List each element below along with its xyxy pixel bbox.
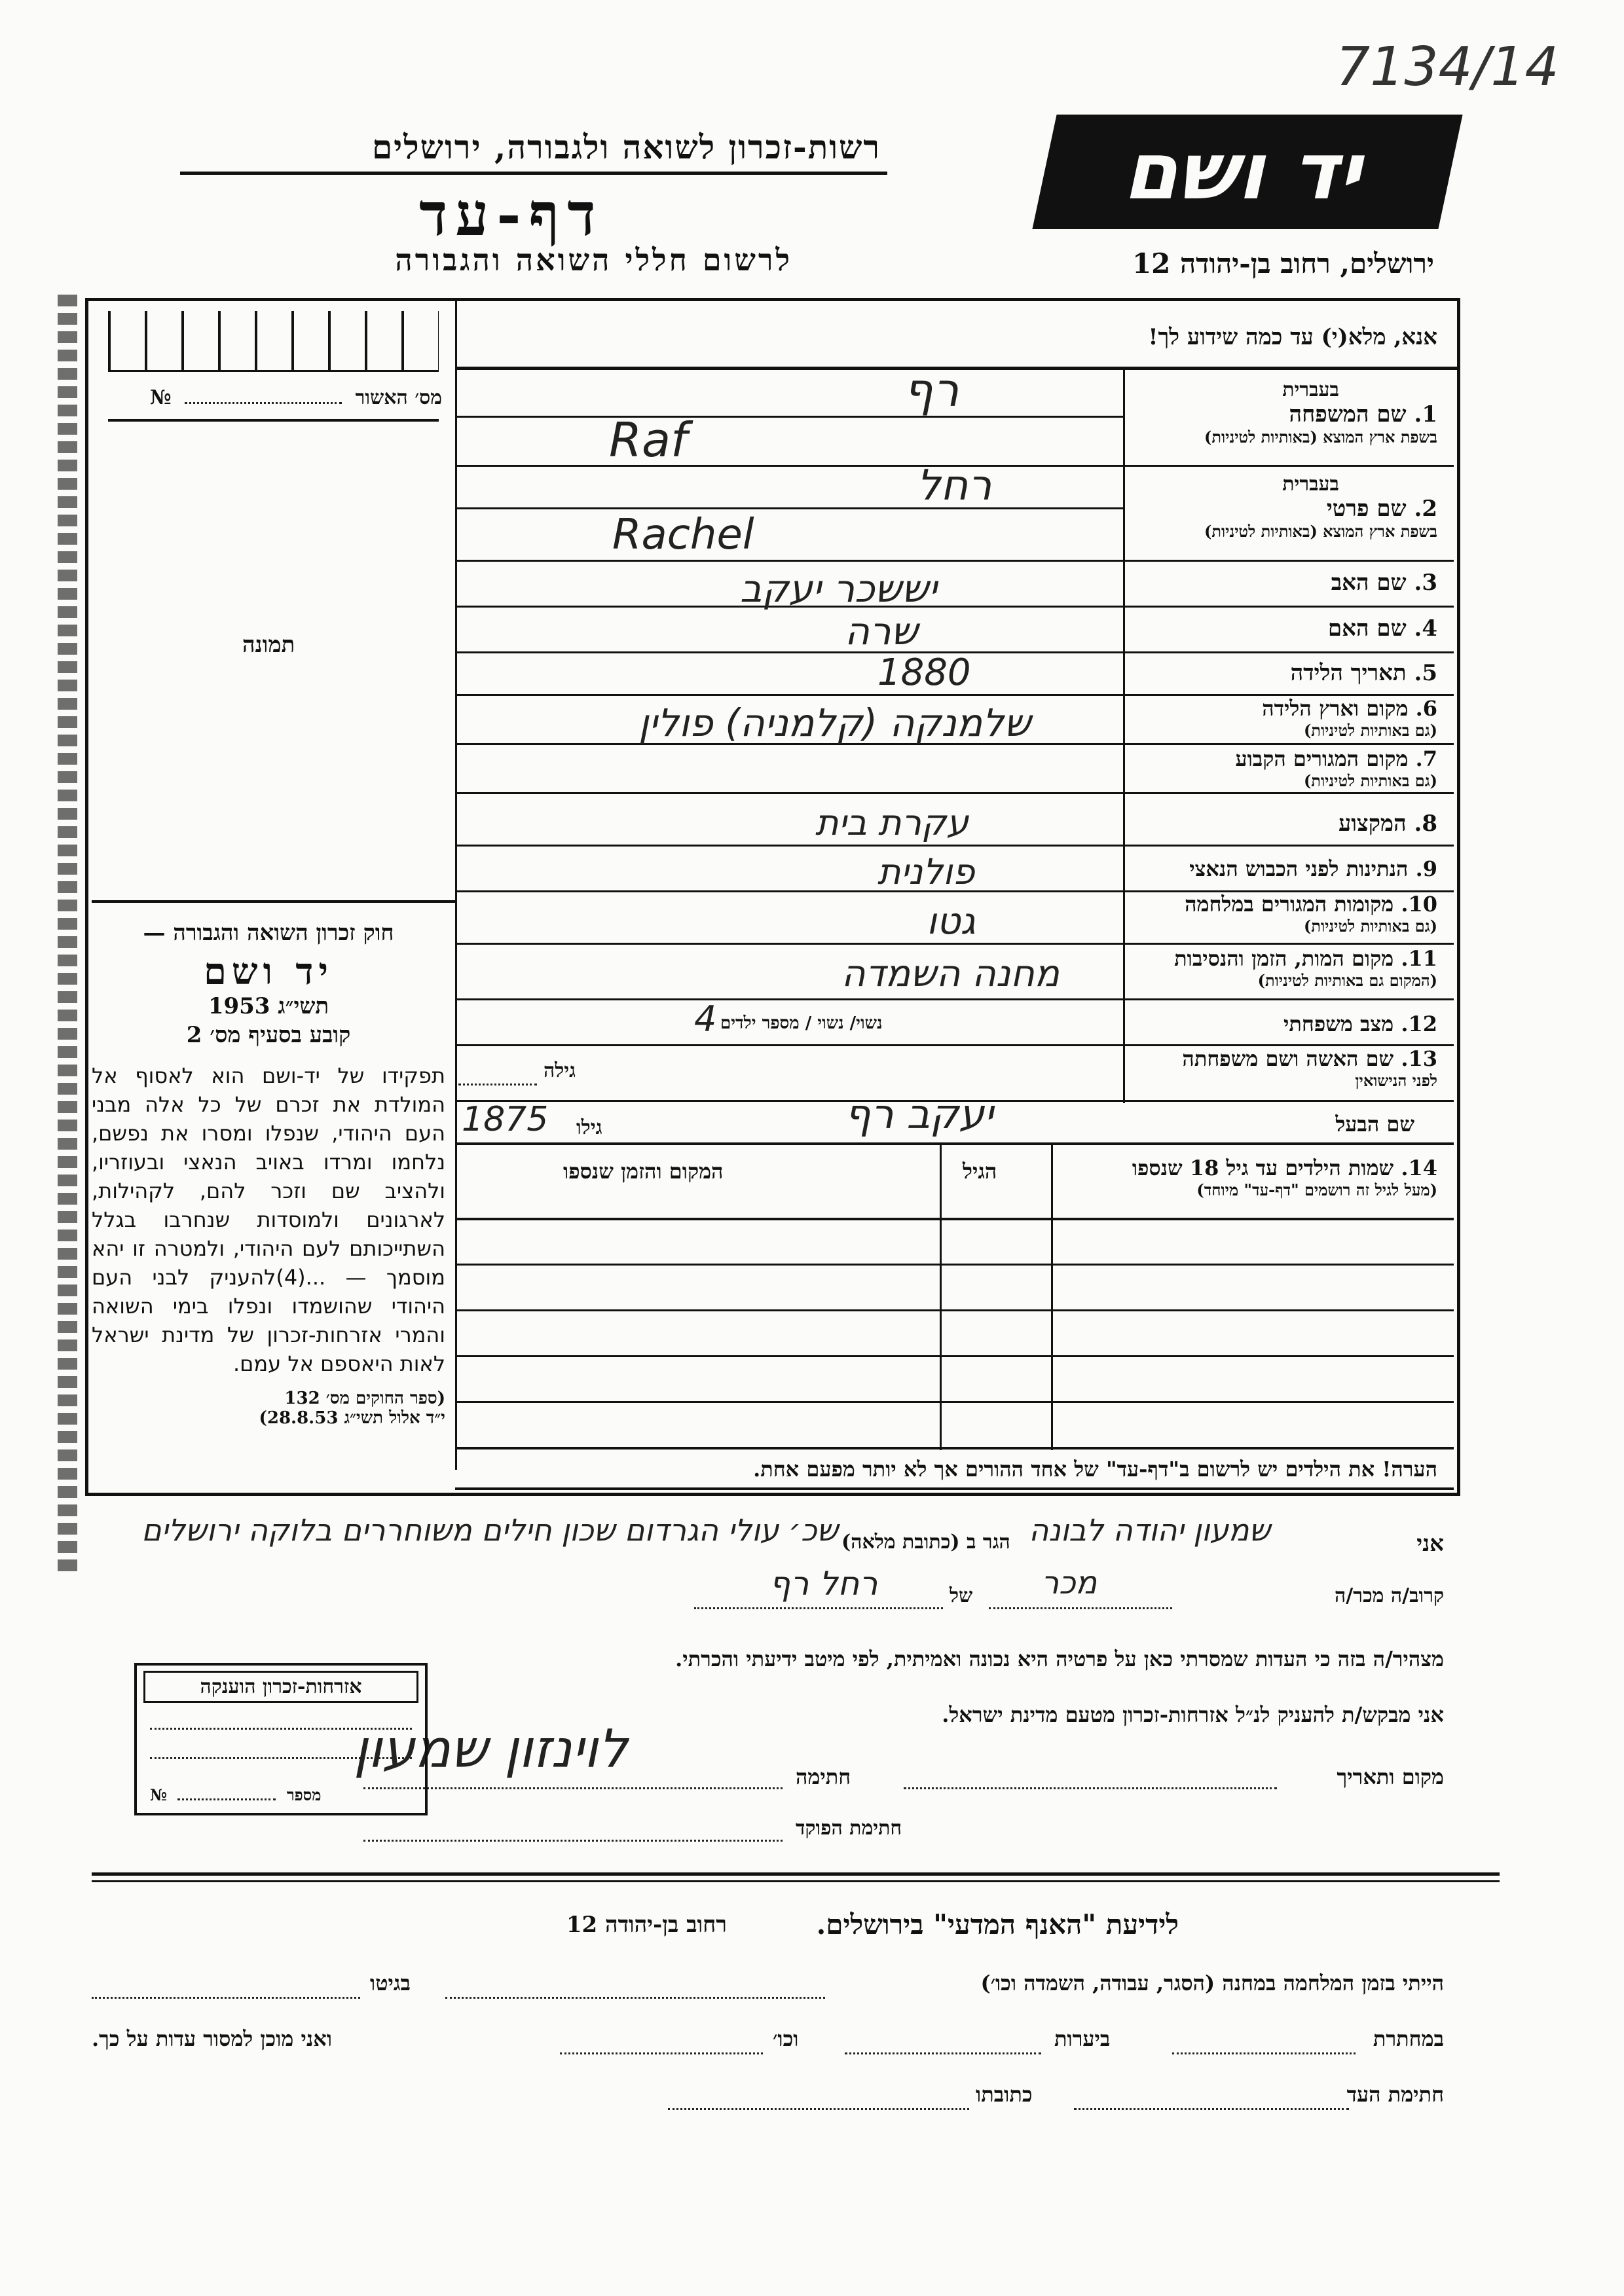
field-3-num: 3. <box>1414 570 1437 596</box>
intro-text: אנא, מלא(י) עד כמה שידוע לך! <box>1148 324 1437 350</box>
field-5-value[interactable]: 1880 <box>877 651 971 694</box>
row8-bottom-line <box>455 845 1454 847</box>
bottom-line2b: ביערות <box>1054 2026 1111 2051</box>
field-12-children-count[interactable]: 4 <box>694 998 717 1040</box>
decl-relation[interactable]: מכר <box>1041 1565 1098 1601</box>
row2-bottom-line <box>455 560 1454 562</box>
field-1-sub-he: בעברית <box>1282 378 1339 401</box>
decl-signature-value[interactable]: לוינזון שמעון <box>354 1719 628 1779</box>
children-sub: (מעל לגיל זה רושמים "דף-עד" מיוחד) <box>1196 1180 1437 1199</box>
decl-relation-line <box>989 1607 1172 1609</box>
approval-line <box>108 419 439 422</box>
field-13-label <box>1182 1046 1437 1091</box>
decl-signature-label: חתימה <box>796 1764 851 1789</box>
place-date-line[interactable] <box>904 1787 1277 1789</box>
decl-address[interactable]: שכ׳ עולי הגרדום שכון חילים משוחררים בלוקה ירושלים <box>141 1512 838 1548</box>
bottom-underground-line[interactable] <box>1172 2052 1356 2054</box>
bottom-line3b: כתובתו <box>976 2082 1033 2107</box>
row11-bottom-line <box>455 998 1454 1000</box>
field-5-num: 5. <box>1414 660 1437 686</box>
husband-age-value[interactable]: 1875 <box>462 1100 549 1139</box>
field-10-label <box>1185 892 1437 936</box>
field-6-value[interactable]: שלמנקה (קלמניה) פולין <box>638 701 1031 745</box>
tally-box <box>108 311 439 372</box>
field-7-sub: (גם באותיות לטיניות) <box>1303 771 1437 790</box>
decl-gar-label: הגר ב (כתובת מלאה) <box>841 1531 1010 1554</box>
bottom-camp-line[interactable] <box>445 1997 825 1999</box>
row-husband-bottom-line <box>455 1142 1454 1145</box>
field-2-label-text: שם פרטי <box>1326 496 1407 522</box>
children-row-line-4 <box>455 1401 1454 1403</box>
org-name: רשות-זכרון לשואה ולגבורה, ירושלים <box>371 128 881 166</box>
field-13-label-text: שם האשה ושם משפחתה <box>1182 1046 1394 1071</box>
field-9-label <box>1189 856 1437 881</box>
approval-no: № <box>150 386 172 409</box>
children-row-line-3 <box>455 1355 1454 1357</box>
citizenship-box-no: № <box>150 1785 168 1804</box>
field-10-sub: (גם באותיות לטיניות) <box>1303 917 1437 936</box>
field-9-num: 9. <box>1415 856 1437 881</box>
field-7-num: 7. <box>1415 746 1437 771</box>
field-1-value-latin[interactable]: Raf <box>609 412 688 467</box>
field-4-num: 4. <box>1414 615 1437 642</box>
field-10-value[interactable]: גטו <box>927 900 976 943</box>
field-1-sub: בשפת ארץ המוצא (באותיות לטיניות) <box>1204 428 1437 446</box>
children-label: שמות הילדים עד גיל 18 שנספו <box>1132 1156 1394 1180</box>
field-1-value-he[interactable]: רף <box>904 363 959 417</box>
field-3-label-text: שם האב <box>1331 570 1407 596</box>
field-8-label-text: המקצוע <box>1338 811 1407 837</box>
field-4-label-text: שם האם <box>1327 615 1407 642</box>
field-8-value[interactable]: עקרת בית <box>815 802 969 843</box>
law-ref-2: י״ד אלול תשי״ג 28.8.53) <box>259 1408 445 1428</box>
yad-vashem-logo <box>1032 115 1462 229</box>
logo-text: יד ושם <box>1118 126 1376 217</box>
field-2-sub-he: בעברית <box>1282 473 1339 496</box>
husband-value[interactable]: יעקב רף <box>845 1090 993 1138</box>
bottom-line1b: בגיטו <box>370 1971 411 1995</box>
field-12-label <box>1283 1011 1437 1036</box>
field-4-label <box>1328 615 1437 642</box>
approval-label-text: מס׳ האשור <box>355 386 442 409</box>
children-col-divider-1 <box>1051 1142 1053 1450</box>
law-year: תשי״ג 1953 <box>208 993 329 1019</box>
field-12-num: 12. <box>1401 1011 1437 1036</box>
note-bottom-line <box>455 1487 1454 1490</box>
field-7-label-text: מקום המגורים הקבוע <box>1235 746 1409 771</box>
decl-request: אני מבקש/ת להעניק לנ״ל אזרחות-זכרון מטעם מדינת ישראל. <box>942 1702 1444 1727</box>
field-11-value[interactable]: מחנה השמדה <box>841 953 1060 995</box>
bottom-ghetto-line[interactable] <box>92 1997 360 1999</box>
decl-official-signature-label: חתימת הפוקד <box>796 1817 902 1840</box>
field-2-label <box>1116 473 1437 541</box>
children-col-place: המקום והזמן שנספו <box>563 1159 724 1184</box>
field-11-sub: (המקום גם באותיות לטיניות) <box>1257 971 1437 990</box>
form-subtitle: לרשום חללי השואה והגבורה <box>395 242 792 278</box>
witness-address-line[interactable] <box>668 2108 969 2110</box>
decl-name[interactable]: שמעון יהודה לבונה <box>1029 1512 1270 1548</box>
field-12-label-text: מצב משפחתי <box>1283 1011 1394 1036</box>
org-underline <box>180 172 887 175</box>
witness-signature-line[interactable] <box>1074 2108 1349 2110</box>
field-13-sub: לפני הנישואין <box>1355 1071 1437 1090</box>
field-6-sub: (גם באותיות לטיניות) <box>1303 721 1437 740</box>
bottom-etc-line[interactable] <box>560 2052 763 2054</box>
bottom-line2c: וכו׳ <box>773 2026 799 2051</box>
field-6-num: 6. <box>1415 696 1437 721</box>
bottom-title: לידיעת "האנף המדעי" בירושלים. <box>816 1908 1179 1941</box>
form-title: דף-עד <box>419 180 604 249</box>
field-9-label-text: הנתינות לפני הכבוש הנאצי <box>1189 856 1409 881</box>
field-10-num: 10. <box>1401 892 1437 917</box>
field-12-value: נשוי/ נשוי / מספר ילדים <box>720 1013 883 1033</box>
row7-bottom-line <box>455 792 1454 794</box>
row10-bottom-line <box>455 943 1454 945</box>
field-8-num: 8. <box>1414 811 1437 837</box>
field-13-value-line[interactable] <box>458 1084 537 1085</box>
decl-of-label: של <box>950 1584 973 1607</box>
archive-number: 7134/14 <box>1336 36 1559 98</box>
field-11-num: 11. <box>1401 946 1437 971</box>
left-panel-divider <box>455 298 457 1470</box>
decl-of-value[interactable]: רחל רף <box>769 1565 878 1603</box>
field-13-extra-label: גילה <box>544 1059 576 1082</box>
law-ref-1: (ספר החוקים מס׳ 132 <box>284 1389 445 1408</box>
children-table-bottom <box>455 1447 1454 1449</box>
husband-label: שם הבעל <box>1335 1112 1414 1137</box>
field-4-value[interactable]: שרה <box>845 609 918 653</box>
field-13-num: 13. <box>1401 1046 1437 1071</box>
bottom-line3a: חתימת העד <box>1346 2082 1444 2107</box>
bottom-address: רחוב בן-יהודה 12 <box>566 1912 727 1938</box>
field-2-value-latin[interactable]: Rachel <box>612 511 754 559</box>
field-8-label <box>1338 811 1437 837</box>
field-7-label <box>1235 746 1437 791</box>
field-1-label <box>1116 378 1437 447</box>
law-section <box>92 920 445 1428</box>
field-6-label <box>1262 696 1437 740</box>
bottom-forests-line[interactable] <box>845 2052 1041 2054</box>
bottom-line2a: במחתרת <box>1373 2026 1444 2051</box>
decl-statement: מצהיר/ה בזה כי העדות שמסרתי כאן על פרטיה היא נכונה ואמיתית, לפי מיטב ידיעתי והכרתי. <box>675 1647 1444 1671</box>
field-9-value[interactable]: פולנית <box>877 851 975 892</box>
field-5-label <box>1291 660 1437 686</box>
citizenship-box <box>134 1663 428 1815</box>
field-2-value-he[interactable]: רחל <box>917 462 992 510</box>
field-10-label-text: מקומות המגורים במלחמה <box>1185 892 1394 917</box>
law-name: יד ושם <box>203 950 334 993</box>
husband-age-label: גילו <box>576 1116 602 1139</box>
children-row-line-1 <box>455 1264 1454 1266</box>
row2-mid-line <box>455 507 1123 509</box>
approval-label <box>108 386 442 409</box>
header-address: ירושלים, רחוב בן-יהודה 12 <box>1132 247 1434 280</box>
field-11-label <box>1174 946 1437 991</box>
bottom-line1a: הייתי בזמן המלחמה במחנה (הסגר, עבודה, השמדה וכו׳) <box>980 1971 1444 1995</box>
bottom-line2d: ואני מוכן למסור עדות על כך. <box>92 2026 333 2051</box>
law-body: תפקידו של יד-ושם הוא לאסוף אל המולדת את זכרם של כל אלה מבני העם היהודי, שנפלו ומסרו את נפשם, נלחמו ומרדו באויב הנאצי ובעוזריו, ולהציב שם וזכר להם, לקהילות, לארגונים ולמוסדות שנחרבו בגלל השתייכותם לעם היהודי, ולמטרה זו יהא מוסמך — ...(4)להעניק לבני העם היהודי שהושמדו ונפלו בימי השואה והמרי אזרחות-זכרון של מדינת ישראל לאות היאספם אל עמם. <box>92 1063 446 1376</box>
children-num: 14. <box>1401 1156 1437 1180</box>
field-11-label-text: מקום המות, הזמן והנסיבות <box>1174 946 1394 971</box>
field-2-num: 2. <box>1414 496 1437 522</box>
children-col-age: הגיל <box>963 1159 997 1184</box>
law-section-ref: קובע בסעיף מס׳ 2 <box>186 1022 351 1048</box>
citizenship-box-number: מספר <box>286 1785 322 1804</box>
decorative-zigzag <box>58 295 77 1578</box>
bottom-separator-2 <box>92 1880 1500 1882</box>
bottom-separator-1 <box>92 1872 1500 1876</box>
field-3-label <box>1331 570 1437 596</box>
children-header <box>1132 1156 1437 1200</box>
photo-bottom-line <box>92 900 455 903</box>
decl-relative-label: קרוב/ה מכר/ה <box>1335 1584 1444 1607</box>
field-5-label-text: תאריך הלידה <box>1290 660 1407 686</box>
field-1-num: 1. <box>1414 401 1437 428</box>
field-2-sub: בשפת ארץ המוצא (באותיות לטיניות) <box>1204 522 1437 541</box>
field-6-label-text: מקום וארץ הלידה <box>1262 696 1409 721</box>
decl-ani: אני <box>1416 1531 1444 1557</box>
note-text: הערה! את הילדים יש לרשום ב"דף-עד" של אחד ההורים אך לא יותר מפעם אחת. <box>753 1457 1437 1482</box>
children-col-divider-2 <box>940 1142 942 1450</box>
field-3-value[interactable]: יששכר יעקב <box>740 566 937 611</box>
children-header-line <box>455 1218 1454 1220</box>
law-title: חוק זכרון השואה והגבורה — <box>143 920 394 946</box>
row1-mid-line <box>455 416 1123 418</box>
photo-label: תמונה <box>242 632 295 658</box>
row3-bottom-line <box>455 606 1454 608</box>
decl-place-date-label: מקום ותאריך <box>1337 1764 1444 1789</box>
official-signature-line[interactable] <box>363 1840 783 1842</box>
decl-of-line <box>694 1607 943 1609</box>
citizenship-box-title: אזרחות-זכרון הוענקה <box>143 1671 418 1703</box>
field-1-label-text: שם המשפחה <box>1289 401 1407 428</box>
children-row-line-2 <box>455 1309 1454 1311</box>
